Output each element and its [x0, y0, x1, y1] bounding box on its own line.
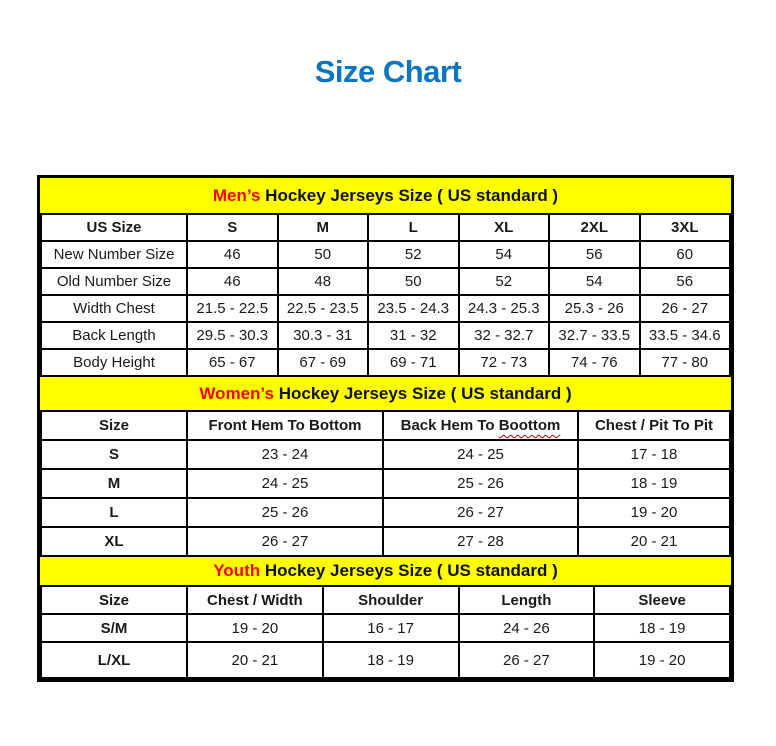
table-cell: 25 - 26 — [187, 498, 383, 527]
column-header: Chest / Width — [187, 586, 323, 614]
table-cell: 24 - 25 — [383, 440, 578, 469]
table-row — [41, 469, 730, 498]
table-cell: 32.7 - 33.5 — [549, 322, 640, 349]
men-size-table — [40, 213, 731, 377]
table-cell: 46 — [187, 268, 278, 295]
table-cell: 33.5 - 34.6 — [640, 322, 731, 349]
women-heading-text: Hockey Jerseys Size ( US standard ) — [278, 384, 572, 403]
row-label: M — [41, 469, 187, 498]
women-column-header-row — [41, 411, 730, 440]
table-cell: 19 - 20 — [187, 614, 323, 642]
table-cell: 74 - 76 — [549, 349, 640, 376]
row-label: Body Height — [41, 349, 187, 376]
table-cell: 25 - 26 — [383, 469, 578, 498]
table-cell: 17 - 18 — [578, 440, 730, 469]
table-cell: 56 — [640, 268, 731, 295]
table-cell: 23.5 - 24.3 — [368, 295, 459, 322]
table-row — [41, 322, 730, 349]
table-cell: 52 — [459, 268, 550, 295]
table-cell: 19 - 20 — [594, 642, 730, 678]
table-row — [41, 268, 730, 295]
table-cell: 24.3 - 25.3 — [459, 295, 550, 322]
table-cell: 54 — [549, 268, 640, 295]
table-cell: 54 — [459, 241, 550, 268]
table-cell: 22.5 - 23.5 — [278, 295, 369, 322]
column-header: Front Hem To Bottom — [187, 411, 383, 440]
youth-column-header-row — [41, 586, 730, 614]
table-cell: 72 - 73 — [459, 349, 550, 376]
column-header: Shoulder — [323, 586, 459, 614]
row-label: Width Chest — [41, 295, 187, 322]
youth-section-header — [40, 557, 731, 585]
row-label: S/M — [41, 614, 187, 642]
table-cell: 52 — [368, 241, 459, 268]
column-header: Chest / Pit To Pit — [578, 411, 730, 440]
column-header: S — [187, 214, 278, 241]
column-header: XL — [459, 214, 550, 241]
table-cell: 21.5 - 22.5 — [187, 295, 278, 322]
table-row — [41, 642, 730, 678]
table-cell: 24 - 26 — [459, 614, 595, 642]
table-cell: 25.3 - 26 — [549, 295, 640, 322]
table-cell: 32 - 32.7 — [459, 322, 550, 349]
column-header: Length — [459, 586, 595, 614]
men-heading-text: Hockey Jerseys Size ( US standard ) — [265, 186, 559, 205]
table-row — [41, 527, 730, 556]
men-column-header-row — [41, 214, 730, 241]
table-cell: 31 - 32 — [368, 322, 459, 349]
table-cell: 18 - 19 — [323, 642, 459, 678]
table-cell: 19 - 20 — [578, 498, 730, 527]
row-label: New Number Size — [41, 241, 187, 268]
table-cell: 48 — [278, 268, 369, 295]
page-title: Size Chart — [314, 54, 462, 89]
table-row — [41, 440, 730, 469]
women-group-label: Women’s — [199, 384, 274, 403]
table-cell: 26 - 27 — [459, 642, 595, 678]
table-cell: 60 — [640, 241, 731, 268]
table-cell: 56 — [549, 241, 640, 268]
table-cell: 67 - 69 — [278, 349, 369, 376]
table-cell: 50 — [368, 268, 459, 295]
column-header: M — [278, 214, 369, 241]
men-group-label: Men’s — [212, 186, 261, 205]
table-row — [41, 614, 730, 642]
youth-heading-text: Hockey Jerseys Size ( US standard ) — [264, 561, 558, 580]
table-row — [41, 295, 730, 322]
table-cell: 16 - 17 — [323, 614, 459, 642]
table-row — [41, 349, 730, 376]
table-cell: 30.3 - 31 — [278, 322, 369, 349]
table-cell: 50 — [278, 241, 369, 268]
table-row — [41, 498, 730, 527]
men-section-header — [40, 178, 731, 213]
row-label: S — [41, 440, 187, 469]
table-cell: 26 - 27 — [640, 295, 731, 322]
table-cell: 65 - 67 — [187, 349, 278, 376]
table-cell: 77 - 80 — [640, 349, 731, 376]
row-label: Back Length — [41, 322, 187, 349]
row-label: L — [41, 498, 187, 527]
table-cell: 26 - 27 — [187, 527, 383, 556]
column-header: US Size — [41, 214, 187, 241]
column-header: L — [368, 214, 459, 241]
table-cell: 20 - 21 — [187, 642, 323, 678]
column-header: Size — [41, 411, 187, 440]
table-cell: 18 - 19 — [578, 469, 730, 498]
row-label: XL — [41, 527, 187, 556]
column-header: Sleeve — [594, 586, 730, 614]
youth-size-table — [40, 585, 731, 679]
table-cell: 23 - 24 — [187, 440, 383, 469]
women-size-table — [40, 410, 731, 557]
table-cell: 27 - 28 — [383, 527, 578, 556]
table-cell: 26 - 27 — [383, 498, 578, 527]
table-cell: 69 - 71 — [368, 349, 459, 376]
misspelled-word: Boottom — [498, 417, 561, 434]
column-header: 3XL — [640, 214, 731, 241]
column-header: Size — [41, 586, 187, 614]
column-header: Back Hem To Boottom — [383, 411, 578, 440]
table-cell: 18 - 19 — [594, 614, 730, 642]
row-label: L/XL — [41, 642, 187, 678]
table-cell: 46 — [187, 241, 278, 268]
table-cell: 29.5 - 30.3 — [187, 322, 278, 349]
column-header: 2XL — [549, 214, 640, 241]
table-cell: 20 - 21 — [578, 527, 730, 556]
table-cell: 24 - 25 — [187, 469, 383, 498]
women-section-header — [40, 377, 731, 410]
youth-group-label: Youth — [213, 561, 261, 580]
table-row — [41, 241, 730, 268]
size-chart — [37, 175, 734, 682]
row-label: Old Number Size — [41, 268, 187, 295]
